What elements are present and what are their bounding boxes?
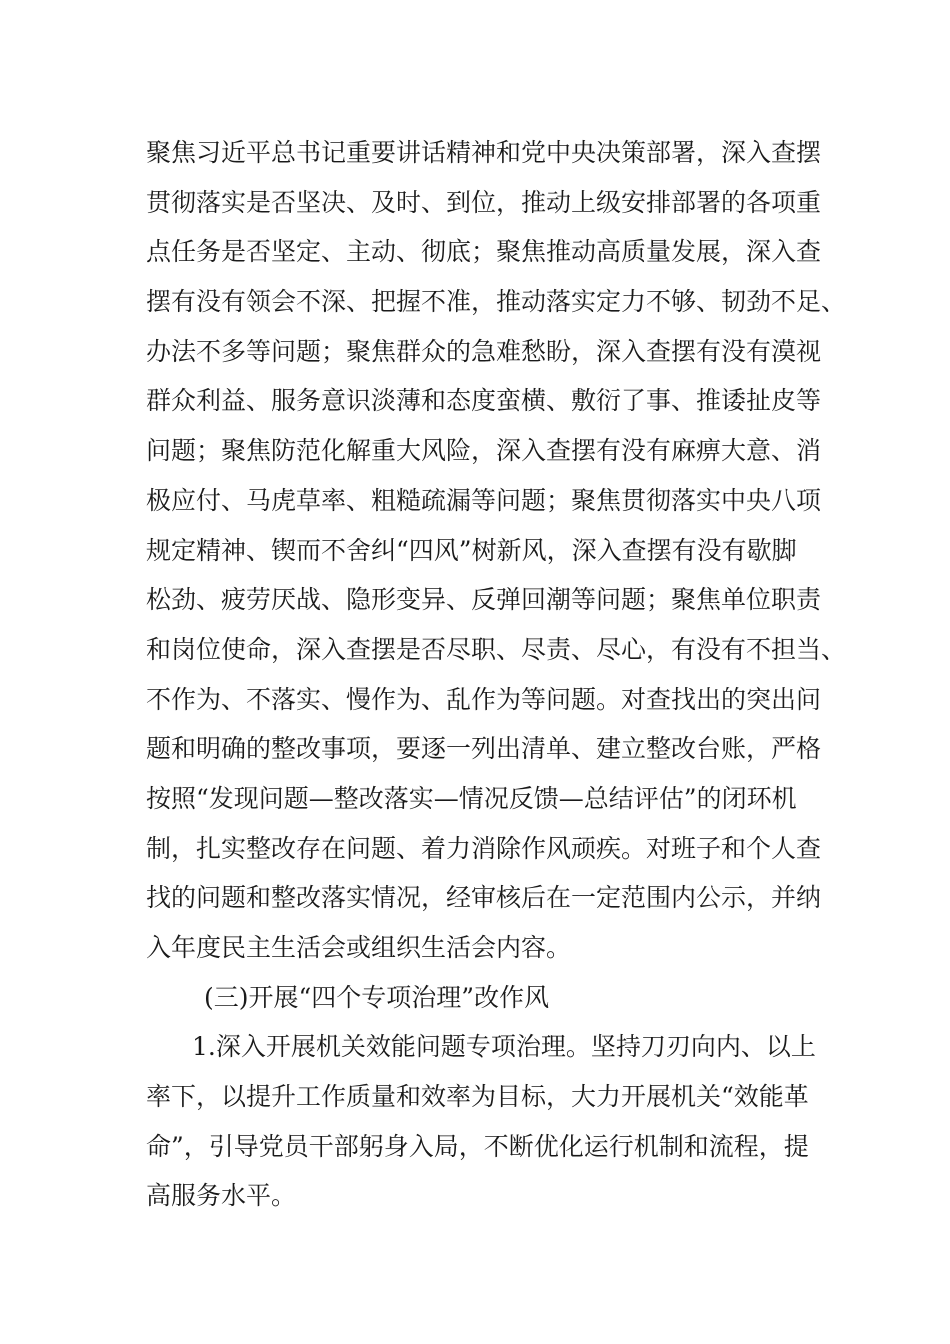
text-line: 高服务水平。 (146, 1181, 297, 1211)
text-line: 点任务是否坚定、主动、彻底；聚焦推动高质量发展，深入查 (146, 237, 822, 267)
text-line: 按照“发现问题—整改落实—情况反馈—总结评估”的闭环机 (146, 783, 797, 813)
text-line: 问题；聚焦防范化解重大风险，深入查摆有没有麻痹大意、消 (146, 436, 822, 466)
text-line: 制，扎实整改存在问题、着力消除作风顽疾。对班子和个人查 (146, 833, 822, 863)
text-line: 极应付、马虎草率、粗糙疏漏等问题；聚焦贯彻落实中央八项 (146, 485, 822, 515)
text-line: 摆有没有领会不深、把握不准，推动落实定力不够、韧劲不足、 (146, 287, 847, 317)
text-line: 松劲、疲劳厌战、隐形变异、反弹回潮等问题；聚焦单位职责 (146, 585, 822, 615)
text-line: 不作为、不落实、慢作为、乱作为等问题。对查找出的突出问 (146, 684, 822, 714)
text-line: 题和明确的整改事项，要逐一列出清单、建立整改台账，严格 (146, 734, 822, 764)
text-line: 率下，以提升工作质量和效率为目标，大力开展机关“效能革 (146, 1082, 809, 1112)
text-line: 规定精神、锲而不舍纠“四风”树新风，深入查摆有没有歇脚 (146, 535, 797, 565)
text-line: 找的问题和整改落实情况，经审核后在一定范围内公示，并纳 (146, 883, 822, 913)
text-line: 入年度民主生活会或组织生活会内容。 (146, 933, 572, 962)
document-body (146, 128, 847, 1221)
text-line: 和岗位使命，深入查摆是否尽职、尽责、尽心，有没有不担当、 (146, 634, 847, 664)
text-line: 命”，引导党员干部躬身入局，不断优化运行机制和流程，提 (146, 1131, 809, 1161)
section-heading: (三)开展“四个专项治理”改作风 (204, 982, 550, 1012)
text-line: 群众利益、服务意识淡薄和态度蛮横、敷衍了事、推诿扯皮等 (146, 386, 822, 416)
text-line: 聚焦习近平总书记重要讲话精神和党中央决策部署，深入查摆 (146, 138, 822, 167)
text-line: 办法不多等问题；聚焦群众的急难愁盼，深入查摆有没有漠视 (146, 336, 822, 366)
list-item-first-line: 1.深入开展机关效能问题专项治理。坚持刀刃向内、以上 (192, 1032, 816, 1062)
text-line: 贯彻落实是否坚决、及时、到位，推动上级安排部署的各项重 (146, 187, 822, 217)
